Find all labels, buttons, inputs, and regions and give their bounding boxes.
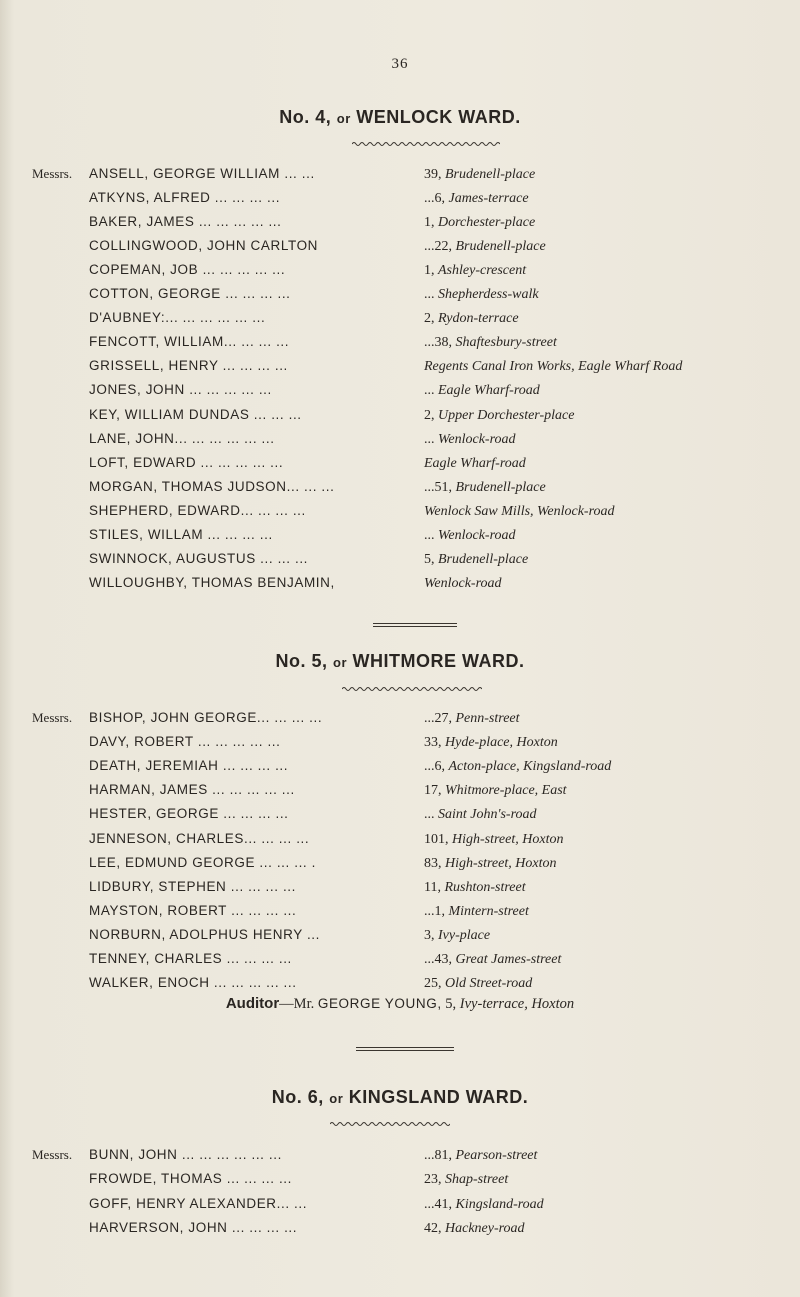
member-name: LEE, EDMUND GEORGE ... ... ... . xyxy=(89,854,316,870)
address-number: 101, xyxy=(424,831,449,847)
member-name: COPEMAN, JOB ... ... ... ... ... xyxy=(89,262,286,278)
member-address xyxy=(424,456,526,472)
address-street: Pearson-street xyxy=(455,1148,538,1163)
member-address xyxy=(424,711,520,727)
list-item xyxy=(0,358,800,380)
member-address xyxy=(424,928,490,944)
section-divider xyxy=(373,623,457,627)
address-street: Old Street-road xyxy=(445,976,533,992)
address-street: Mintern-street xyxy=(448,903,529,919)
member-name: HARMAN, JAMES ... ... ... ... ... xyxy=(89,782,295,798)
member-address xyxy=(424,976,532,992)
ward-name: WENLOCK WARD. xyxy=(356,107,521,127)
member-address xyxy=(424,783,567,799)
list-item xyxy=(0,286,800,308)
address-number: ...22, xyxy=(424,239,452,255)
wavy-rule xyxy=(330,1121,450,1127)
member-name: KEY, WILLIAM DUNDAS ... ... ... xyxy=(89,406,302,422)
ward-name: WHITMORE WARD. xyxy=(352,651,525,671)
member-name: LOFT, EDWARD ... ... ... ... ... xyxy=(89,454,284,470)
list-item xyxy=(0,214,800,236)
address-number: 3, xyxy=(424,927,435,943)
address-street: Rydon-terrace xyxy=(438,311,519,327)
section-divider xyxy=(356,1047,454,1051)
member-name: COLLINGWOOD, JOHN CARLTON xyxy=(89,238,319,254)
member-name: HARVERSON, JOHN ... ... ... ... xyxy=(89,1219,298,1235)
address-number: 1, xyxy=(424,215,435,231)
address-street: Great James-street xyxy=(455,952,562,967)
member-name: FENCOTT, WILLIAM... ... ... ... xyxy=(89,334,290,350)
member-name: TENNEY, CHARLES ... ... ... ... xyxy=(89,951,292,966)
address-street: Ivy-place xyxy=(438,927,491,943)
messrs-prefix: Messrs. xyxy=(32,166,73,181)
address-number: 2, xyxy=(424,311,435,327)
member-name: WALKER, ENOCH ... ... ... ... ... xyxy=(89,975,297,991)
member-address xyxy=(424,167,535,183)
address-number: ...38, xyxy=(424,335,452,351)
address-number: 33, xyxy=(424,735,442,751)
address-street: Kingsland-road xyxy=(455,1196,544,1212)
member-name: D'AUBNEY:... ... ... ... ... ... xyxy=(89,310,266,326)
member-name: MORGAN, THOMAS JUDSON... ... ... xyxy=(89,478,335,494)
member-address xyxy=(424,1221,525,1237)
messrs-prefix: Messrs. xyxy=(32,710,73,725)
address-number: 17, xyxy=(424,783,442,799)
page-number: 36 xyxy=(391,56,409,72)
address-street: Dorchester-place xyxy=(438,215,536,231)
list-item xyxy=(0,831,800,853)
list-item xyxy=(0,1220,800,1242)
list-item xyxy=(0,710,800,732)
address-street: Upper Dorchester-place xyxy=(438,407,575,423)
address-number: 39, xyxy=(424,167,442,182)
list-item xyxy=(0,1147,800,1169)
list-item xyxy=(0,262,800,284)
auditor-line xyxy=(0,995,800,1013)
address-number: ...43, xyxy=(424,952,452,967)
member-name: SHEPHERD, EDWARD... ... ... ... xyxy=(89,502,306,518)
member-address xyxy=(424,576,502,592)
address-street: Brudenell-place xyxy=(445,167,536,182)
list-item xyxy=(0,1171,800,1193)
address-number: 1, xyxy=(424,263,435,279)
member-address xyxy=(424,263,526,279)
address-number: ... xyxy=(424,807,435,823)
member-name: JONES, JOHN ... ... ... ... ... xyxy=(89,382,272,398)
address-number: 83, xyxy=(424,855,442,871)
address-number: ... xyxy=(424,527,435,543)
member-name: NORBURN, ADOLPHUS HENRY ... xyxy=(89,926,321,942)
list-item xyxy=(0,407,800,429)
member-address xyxy=(424,408,574,424)
address-street: Rushton-street xyxy=(444,879,526,895)
member-address xyxy=(424,383,540,399)
member-address xyxy=(424,1197,544,1213)
address-street: Eagle Wharf-road xyxy=(438,383,540,399)
ward-number: No. 4, xyxy=(279,107,332,127)
ward-title-whitmore xyxy=(0,651,800,672)
ward-title-wenlock xyxy=(0,107,800,128)
member-name: WILLOUGHBY, THOMAS BENJAMIN, xyxy=(89,574,335,590)
ward-or: or xyxy=(336,111,351,126)
member-address xyxy=(424,311,519,327)
address-street: Shap-street xyxy=(445,1172,509,1188)
member-address xyxy=(424,432,516,448)
address-street: Wenlock-road xyxy=(438,431,516,447)
auditor-number: 5, xyxy=(445,996,457,1012)
member-name: STILES, WILLAM ... ... ... ... xyxy=(89,526,273,542)
list-item xyxy=(0,734,800,756)
member-name: GRISSELL, HENRY ... ... ... ... xyxy=(89,358,288,374)
member-name: BAKER, JAMES ... ... ... ... ... xyxy=(89,214,282,230)
address-number: ...6, xyxy=(424,191,445,207)
member-address xyxy=(424,952,561,968)
auditor-name: GEORGE YOUNG, xyxy=(317,996,442,1011)
address-number: ...27, xyxy=(424,711,452,726)
member-name: DEATH, JEREMIAH ... ... ... ... xyxy=(89,758,289,774)
member-name: COTTON, GEORGE ... ... ... ... xyxy=(89,286,291,302)
address-street: Whitmore-place, East xyxy=(445,783,567,799)
address-street: Penn-street xyxy=(455,711,520,726)
messrs-prefix: Messrs. xyxy=(32,1147,73,1162)
address-street: Hyde-place, Hoxton xyxy=(445,735,558,751)
member-address xyxy=(424,504,615,520)
member-address xyxy=(424,287,539,303)
list-item xyxy=(0,806,800,828)
member-name: GOFF, HENRY ALEXANDER... ... xyxy=(89,1195,308,1211)
address-street: Wenlock-road xyxy=(438,527,516,543)
list-item xyxy=(0,903,800,925)
list-item xyxy=(0,951,800,973)
member-name: ATKYNS, ALFRED ... ... ... ... xyxy=(89,190,281,206)
member-address xyxy=(424,215,535,231)
list-item xyxy=(0,166,800,188)
address-street: Regents Canal Iron Works, Eagle Wharf Road xyxy=(424,359,683,375)
member-address xyxy=(424,191,529,207)
list-item xyxy=(0,782,800,804)
list-item xyxy=(0,479,800,501)
address-number: 23, xyxy=(424,1172,442,1188)
address-street: Brudenell-place xyxy=(438,551,529,567)
member-name: FROWDE, THOMAS ... ... ... ... xyxy=(89,1171,293,1187)
member-name: BUNN, JOHN ... ... ... ... ... ... xyxy=(89,1147,282,1162)
address-street: Brudenell-place xyxy=(455,479,546,495)
member-address xyxy=(424,735,558,751)
address-number: ... xyxy=(424,383,435,399)
address-street: Shepherdess-walk xyxy=(438,287,539,303)
member-address xyxy=(424,856,556,872)
list-item xyxy=(0,927,800,949)
member-address xyxy=(424,335,557,351)
member-address xyxy=(424,807,537,823)
address-street: Shaftesbury-street xyxy=(455,335,557,351)
list-item xyxy=(0,758,800,780)
member-name: JENNESON, CHARLES... ... ... ... xyxy=(89,830,310,846)
ward-or: or xyxy=(333,655,348,670)
auditor-label: Auditor xyxy=(225,995,280,1012)
address-number: 2, xyxy=(424,407,435,423)
member-name: LIDBURY, STEPHEN ... ... ... ... xyxy=(89,878,297,894)
auditor-street: Ivy-terrace, Hoxton xyxy=(459,996,575,1012)
member-address xyxy=(424,239,546,255)
address-street: High-street, Hoxton xyxy=(445,855,557,871)
list-item xyxy=(0,334,800,356)
address-street: James-terrace xyxy=(448,191,529,207)
address-number: 42, xyxy=(424,1220,442,1236)
list-item xyxy=(0,575,800,597)
member-name: DAVY, ROBERT ... ... ... ... ... xyxy=(89,734,281,750)
ward-number: No. 5, xyxy=(275,651,328,671)
ward-or: or xyxy=(329,1091,344,1106)
member-name: BISHOP, JOHN GEORGE... ... ... ... xyxy=(89,710,323,725)
address-street: High-street, Hoxton xyxy=(452,831,564,847)
list-item xyxy=(0,310,800,332)
member-address xyxy=(424,904,529,920)
wavy-rule xyxy=(352,141,500,147)
address-street: Acton-place, Kingsland-road xyxy=(448,759,612,775)
member-address xyxy=(424,1172,508,1188)
address-street: Saint John's-road xyxy=(438,807,537,823)
list-item xyxy=(0,551,800,573)
address-street: Wenlock-road xyxy=(424,575,502,591)
address-number: ...51, xyxy=(424,479,452,495)
member-address xyxy=(424,359,682,375)
list-item xyxy=(0,455,800,477)
list-item xyxy=(0,855,800,877)
list-item xyxy=(0,527,800,549)
ward-number: No. 6, xyxy=(271,1087,324,1107)
list-item xyxy=(0,1196,800,1218)
ward-title-kingsland xyxy=(0,1087,800,1108)
list-item xyxy=(0,879,800,901)
list-item xyxy=(0,503,800,525)
address-number: 5, xyxy=(424,551,435,567)
list-item xyxy=(0,238,800,260)
member-name: ANSELL, GEORGE WILLIAM ... ... xyxy=(89,166,315,181)
address-number: ...1, xyxy=(424,903,445,919)
member-address xyxy=(424,832,563,848)
address-number: ... xyxy=(424,287,435,303)
address-number: ...81, xyxy=(424,1148,452,1163)
address-number: ... xyxy=(424,431,435,447)
ward-name: KINGSLAND WARD. xyxy=(348,1087,529,1107)
address-street: Ashley-crescent xyxy=(438,263,527,279)
address-number: 11, xyxy=(424,879,441,895)
member-address xyxy=(424,759,611,775)
member-address xyxy=(424,480,546,496)
address-number: 25, xyxy=(424,976,442,992)
member-address xyxy=(424,552,528,568)
member-name: MAYSTON, ROBERT ... ... ... ... xyxy=(89,902,297,918)
list-item xyxy=(0,975,800,997)
member-name: HESTER, GEORGE ... ... ... ... xyxy=(89,806,289,822)
wavy-rule xyxy=(342,686,482,692)
member-name: LANE, JOHN... ... ... ... ... ... xyxy=(89,430,275,446)
address-street: Hackney-road xyxy=(445,1220,525,1236)
list-item xyxy=(0,190,800,212)
member-address xyxy=(424,880,526,896)
address-street: Eagle Wharf-road xyxy=(424,455,526,471)
address-number: ...41, xyxy=(424,1196,452,1212)
member-name: SWINNOCK, AUGUSTUS ... ... ... xyxy=(89,550,309,566)
member-address xyxy=(424,528,516,544)
address-street: Wenlock Saw Mills, Wenlock-road xyxy=(424,503,615,519)
address-number: ...6, xyxy=(424,759,445,775)
list-item xyxy=(0,382,800,404)
auditor-title: —Mr. xyxy=(279,996,315,1012)
member-address xyxy=(424,1148,537,1164)
list-item xyxy=(0,431,800,453)
address-street: Brudenell-place xyxy=(455,239,546,255)
